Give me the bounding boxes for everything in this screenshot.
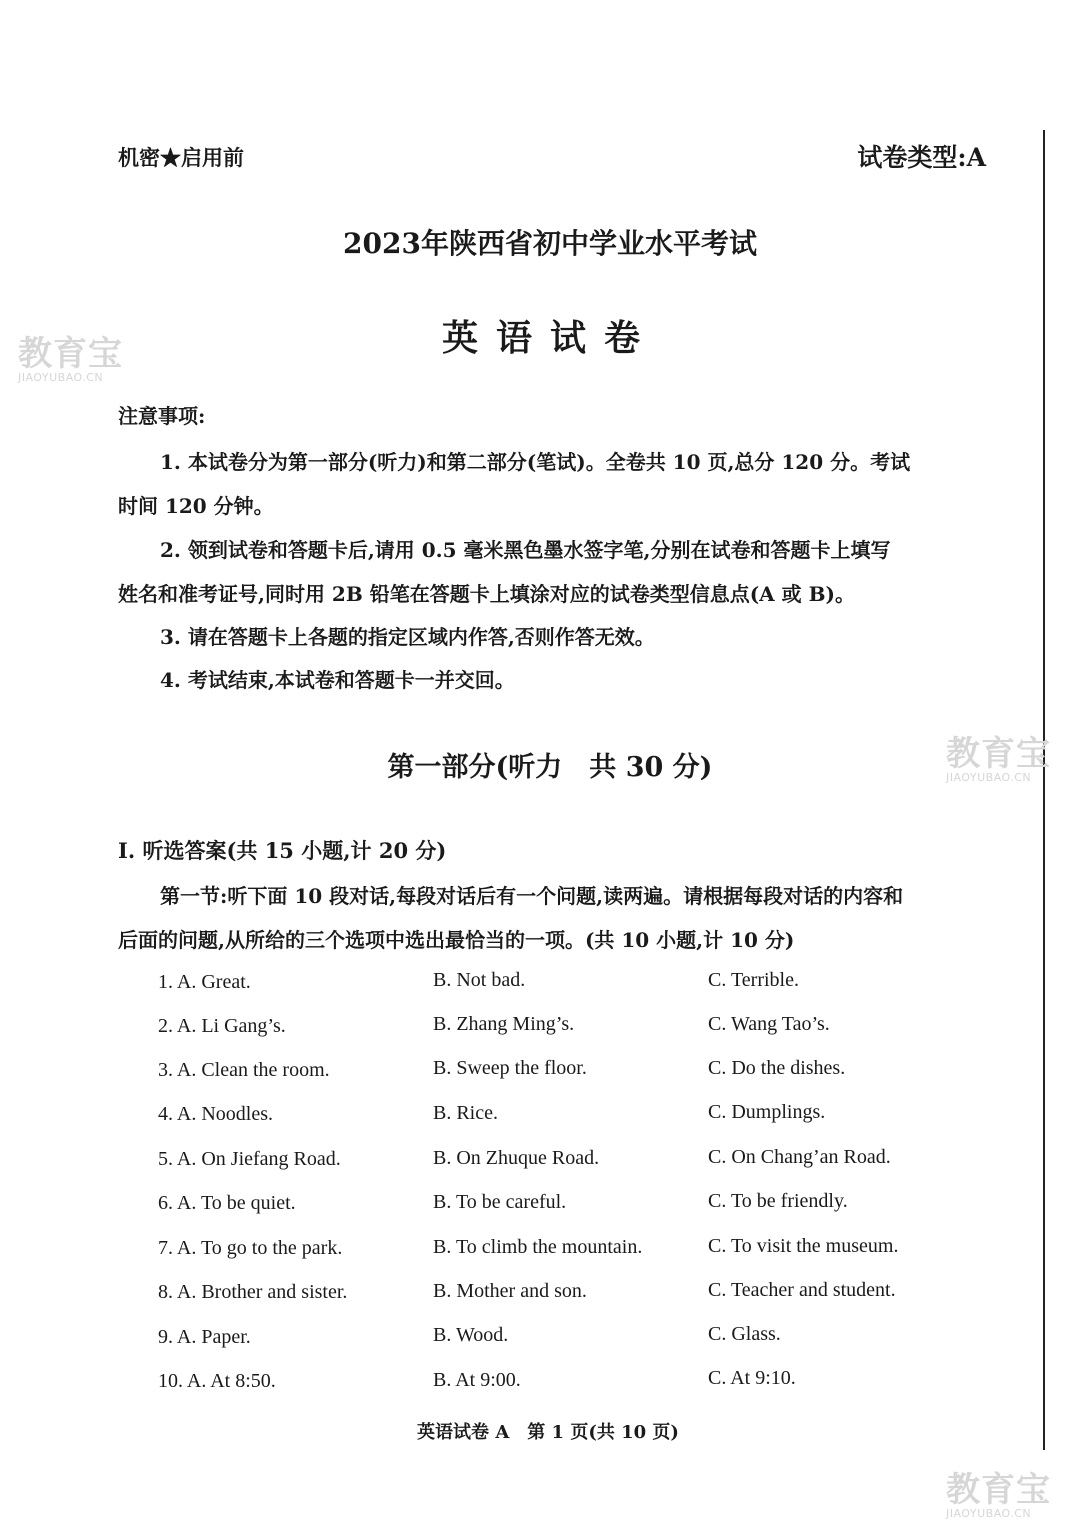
section-heading: Ⅰ. 听选答案(共 15 小题,计 20 分) bbox=[118, 838, 447, 863]
option-b: B. Zhang Ming’s. bbox=[433, 1013, 575, 1035]
option-c: C. On Chang’an Road. bbox=[708, 1146, 891, 1168]
notes-heading: 注意事项: bbox=[118, 404, 206, 428]
note-line: 4. 考试结束,本试卷和答题卡一并交回。 bbox=[160, 668, 515, 692]
option-a: 2. A. Li Gang’s. bbox=[158, 1015, 286, 1037]
option-c: C. At 9:10. bbox=[708, 1367, 796, 1389]
confidential-label: 机密★启用前 bbox=[118, 145, 244, 170]
option-a: 3. A. Clean the room. bbox=[158, 1059, 330, 1081]
option-c: C. Do the dishes. bbox=[708, 1057, 846, 1079]
section-intro: 后面的问题,从所给的三个选项中选出最恰当的一项。(共 10 小题,计 10 分) bbox=[118, 928, 795, 952]
watermark-logo: 教育宝 JIAOYUBAO.CN bbox=[946, 734, 1051, 784]
option-b: B. Mother and son. bbox=[433, 1280, 587, 1302]
option-c: C. Terrible. bbox=[708, 969, 799, 991]
watermark-logo: 教育宝 JIAOYUBAO.CN bbox=[18, 334, 123, 384]
option-b: B. At 9:00. bbox=[433, 1369, 521, 1391]
option-a: 8. A. Brother and sister. bbox=[158, 1281, 348, 1303]
option-a: 4. A. Noodles. bbox=[158, 1103, 273, 1125]
option-a: 5. A. On Jiefang Road. bbox=[158, 1148, 341, 1170]
option-a: 7. A. To go to the park. bbox=[158, 1237, 343, 1259]
option-c: C. Wang Tao’s. bbox=[708, 1013, 830, 1035]
note-line: 1. 本试卷分为第一部分(听力)和第二部分(笔试)。全卷共 10 页,总分 120 分。考试 bbox=[160, 450, 911, 474]
option-b: B. Sweep the floor. bbox=[433, 1057, 587, 1079]
option-b: B. To climb the mountain. bbox=[433, 1236, 643, 1258]
note-line: 时间 120 分钟。 bbox=[118, 494, 274, 518]
paper-type-label: 试卷类型:A bbox=[857, 143, 986, 172]
page-footer: 英语试卷 A 第 1 页(共 10 页) bbox=[417, 1422, 679, 1443]
option-c: C. To visit the museum. bbox=[708, 1235, 899, 1257]
option-b: B. To be careful. bbox=[433, 1191, 567, 1213]
option-a: 1. A. Great. bbox=[158, 971, 251, 993]
exam-title: 2023年陕西省初中学业水平考试 bbox=[343, 227, 757, 260]
option-c: C. Teacher and student. bbox=[708, 1279, 896, 1301]
option-c: C. Glass. bbox=[708, 1323, 781, 1345]
option-b: B. Wood. bbox=[433, 1324, 509, 1346]
option-b: B. Not bad. bbox=[433, 969, 526, 991]
option-a: 9. A. Paper. bbox=[158, 1326, 251, 1348]
note-line: 2. 领到试卷和答题卡后,请用 0.5 毫米黑色墨水签字笔,分别在试卷和答题卡上填写 bbox=[160, 538, 891, 562]
option-b: B. On Zhuque Road. bbox=[433, 1147, 600, 1169]
section-intro: 第一节:听下面 10 段对话,每段对话后有一个问题,读两遍。请根据每段对话的内容和 bbox=[160, 884, 904, 908]
option-b: B. Rice. bbox=[433, 1102, 498, 1124]
watermark-logo: 教育宝 JIAOYUBAO.CN bbox=[946, 1470, 1051, 1520]
option-c: C. To be friendly. bbox=[708, 1190, 848, 1212]
option-a: 6. A. To be quiet. bbox=[158, 1192, 296, 1214]
option-a: 10. A. At 8:50. bbox=[158, 1370, 276, 1392]
exam-subtitle: 英语试卷 bbox=[441, 317, 658, 359]
note-line: 3. 请在答题卡上各题的指定区域内作答,否则作答无效。 bbox=[160, 625, 655, 649]
note-line: 姓名和准考证号,同时用 2B 铅笔在答题卡上填涂对应的试卷类型信息点(A 或 B)。 bbox=[118, 582, 855, 606]
part-title: 第一部分(听力 共 30 分) bbox=[387, 752, 713, 783]
option-c: C. Dumplings. bbox=[708, 1101, 826, 1123]
